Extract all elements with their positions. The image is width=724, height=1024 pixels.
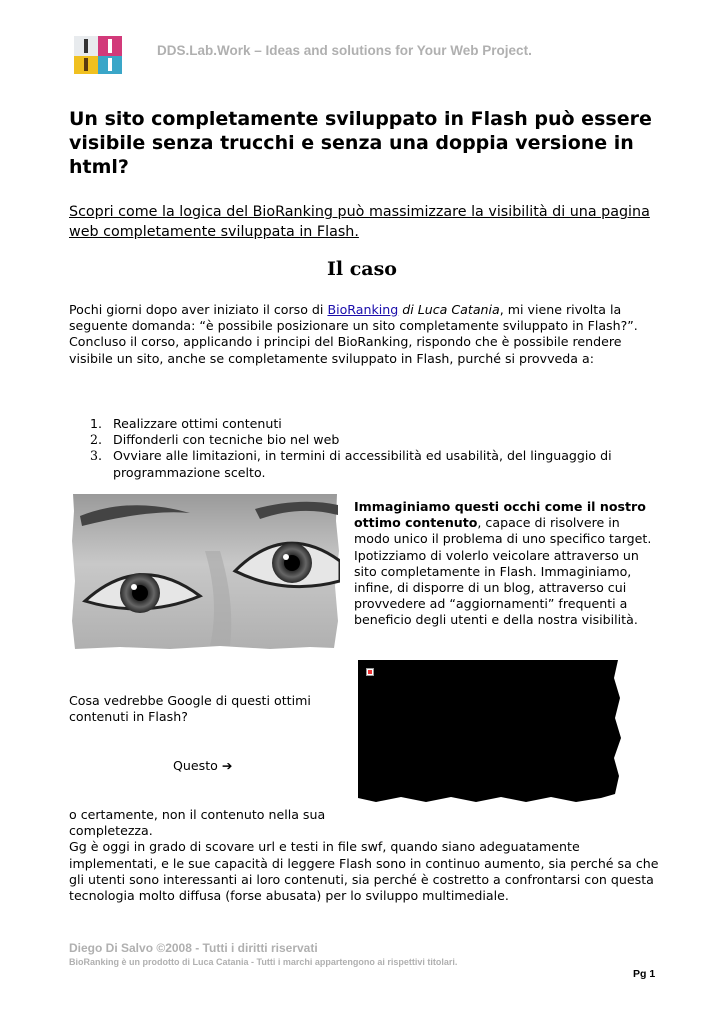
footer-note: BioRanking è un prodotto di Luca Catania - Tutti i marchi appartengono ai rispettivi titolari. xyxy=(69,957,458,967)
flash-placeholder xyxy=(356,658,622,804)
intro-question: , mi viene rivolta la seguente domanda: “è possibile posizionare un sito completamente sviluppato in Flash?”. xyxy=(69,302,638,334)
page-title: Un sito completamente sviluppato in Flash può essere visibile senza trucchi e senza una doppia versione in html? xyxy=(69,108,652,178)
steps-list xyxy=(69,416,659,481)
list-item: 3. Ovviare alle limitazioni, in termini di accessibilità ed usabilità, del linguaggio di programmazione scelto. xyxy=(90,448,612,480)
footer-author: Diego Di Salvo ©2008 - Tutti i diritti riservati xyxy=(69,941,318,955)
dds-lab-logo xyxy=(72,34,124,76)
eyes-photo xyxy=(70,491,340,651)
page-subtitle: Scopri come la logica del BioRanking può massimizzare la visibilità di una pagina web completamente sviluppata in Flash. xyxy=(69,204,650,240)
broken-image-icon xyxy=(366,668,374,676)
intro-conclusion: Concluso il corso, applicando i principi del BioRanking, rispondo che è possibile rendere visibile un sito, anche se completamente sviluppato in Flash, purché si provveda a: xyxy=(69,334,622,366)
answer-lead: o certamente, non il contenuto nella sua completezza. xyxy=(69,807,326,839)
list-item: 1. Realizzare ottimi contenuti xyxy=(90,416,282,431)
eyes-description: Immaginiamo questi occhi come il nostro ottimo contenuto, capace di risolvere in modo unico il problema di uno specifico target. Ipotizziamo di volerlo veicolare attraverso un sito completamente in Flash. Immaginiamo, infine, di disporre di un blog, attraverso cui provvedere ad “aggiornamenti” frequenti a beneficio degli utenti e della nostra visibilità. xyxy=(354,499,652,628)
google-question: Cosa vedrebbe Google di questi ottimi contenuti in Flash? xyxy=(69,693,311,725)
intro-author: di Luca Catania xyxy=(402,302,500,317)
header-tagline: DDS.Lab.Work – Ideas and solutions for Your Web Project. xyxy=(157,43,532,58)
section-heading: Il caso xyxy=(327,258,397,280)
questo-label: Questo ➔ xyxy=(173,758,233,773)
page-number: Pg 1 xyxy=(633,968,656,980)
right-arrow-icon: ➔ xyxy=(221,758,233,773)
intro-paragraph xyxy=(69,302,659,367)
intro-text: Pochi giorni dopo aver iniziato il corso di xyxy=(69,302,328,317)
answer-paragraph xyxy=(69,807,659,904)
answer-body: Gg è oggi in grado di scovare url e testi in file swf, quando siano adeguatamente implementati, e le sue capacità di leggere Flash sono in continuo aumento, sia perché sa che gli utenti sono interessanti ai loro contenuti, sia perché è costretto a confrontarsi con questa tecnologia molto diffusa (forse abusata) per lo sviluppo multimediale. xyxy=(69,839,659,904)
bioranking-link[interactable]: BioRanking xyxy=(327,302,399,317)
list-item: 2. Diffonderli con tecniche bio nel web xyxy=(90,432,340,448)
